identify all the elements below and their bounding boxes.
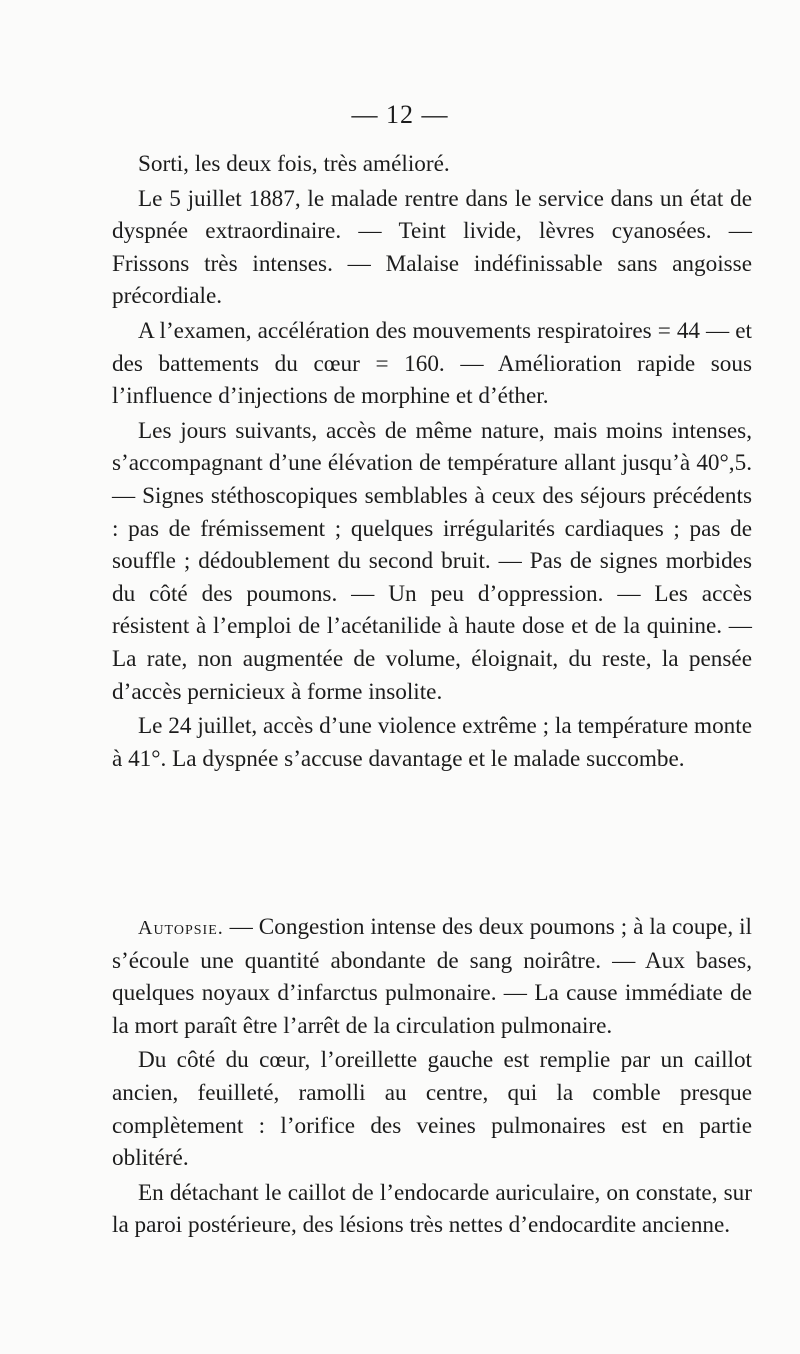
autopsy-lungs-text: — Congestion intense des deux poumons ; à la coupe, il s’écoule une quantité abondante de sang noirâtre. — Aux bases, quelques noyaux d’infarctus pulmonaire. — La cause immédiate de la mort paraît être l’arrêt de la circulation pulmonaire.	[112, 914, 752, 1039]
paragraph-examination: A l’examen, accélération des mouvements respiratoires = 44 — et des battements du cœur = 160. — Amélioration rapide sous l’influence d’injections de morphine et d’éther.	[112, 317, 752, 410]
paragraph-readmission: Le 5 juillet 1887, le malade rentre dans le service dans un état de dyspnée extraordinaire. — Teint livide, lèvres cyanosées. — Frissons très intenses. — Malaise indéfinissable sans angoisse précordiale.	[112, 185, 752, 310]
paragraph-death: Le 24 juillet, accès d’une violence extrême ; la température monte à 41°. La dyspnée s’accuse davantage et le malade succombe.	[112, 713, 752, 772]
paragraph-autopsy-lungs	[112, 911, 752, 1042]
paragraph-autopsy-heart: Du côté du cœur, l’oreillette gauche est remplie par un caillot ancien, feuilleté, ramolli au centre, qui la comble presque complètement : l’orifice des veines pulmonaires est en partie oblitéré.	[112, 1047, 752, 1172]
paragraph-autopsy-endocarditis: En détachant le caillot de l’endocarde auriculaire, on constate, sur la paroi postérieure, des lésions très nettes d’endocardite ancienne.	[112, 1179, 752, 1239]
paragraph-following-days: Les jours suivants, accès de même nature, mais moins intenses, s’accompagnant d’une élévation de température allant jusqu’à 40°,5. — Signes stéthoscopiques semblables à ceux des séjours précédents : pas de frémissement ; quelques irrégularités cardiaques ; pas de souffle ; dédoublement du second bruit. — Pas de signes morbides du côté des poumons. — Un peu d’oppression. — Les accès résistent à l’emploi de l’acétanilide à haute dose et de la quinine. — La rate, non augmentée de volume, éloignait, du reste, la pensée d’accès pernicieux à forme insolite.	[112, 417, 752, 705]
case-history-section	[112, 148, 752, 775]
autopsy-heading: Autopsie.	[138, 917, 224, 939]
autopsy-section	[112, 911, 752, 1242]
page-number: — 12 —	[351, 100, 449, 129]
paragraph-discharge: Sorti, les deux fois, très amélioré.	[138, 151, 450, 177]
